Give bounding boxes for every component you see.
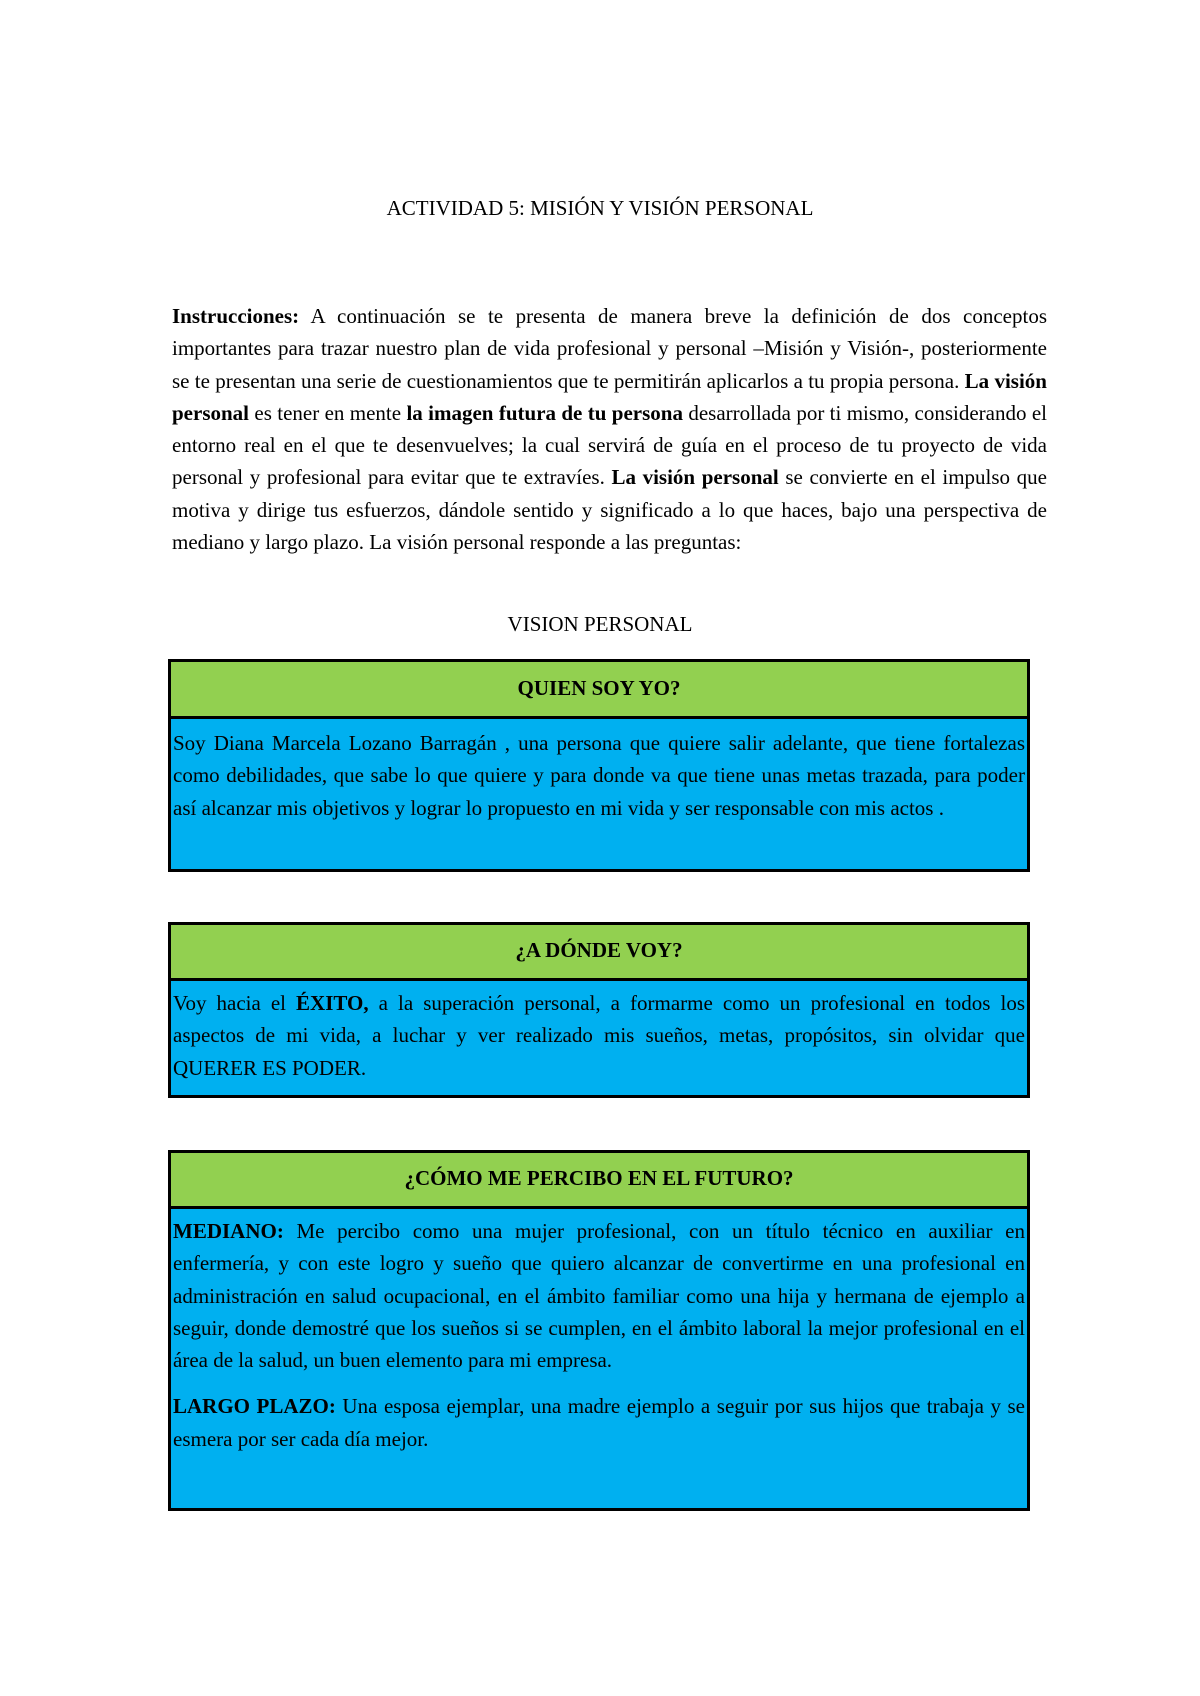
box-text-bold: ÉXITO, (296, 991, 369, 1015)
intro-text-1: A continuación se te presenta de manera breve la definición de dos conceptos importantes para trazar nuestro plan de vida profesional y personal –Misión y Visión-, posteriormente se te presentan una serie de cuestionamientos que te permitirán aplicarlos a tu propia persona. (172, 304, 1047, 393)
future-perception-box (168, 1150, 1030, 1511)
box-body-text: Soy Diana Marcela Lozano Barragán , una persona que quiere salir adelante, que tiene fortalezas como debilidades, que sabe lo que quiere y para donde va que tiene unas metas trazada, para poder así alcanzar mis objetivos y lograr lo propuesto en mi vida y ser responsable con mis actos . (173, 731, 1025, 820)
box-body (171, 719, 1027, 824)
medium-term-text: Me percibo como una mujer profesional, con un título técnico en auxiliar en enfermería, y con este logro y sueño que quiero alcanzar de convertirme en una profesional en administración en salud ocupacional, en el ámbito familiar como una hija y hermana de ejemplo a seguir, donde demostré que los sueños si se cumplen, en el ámbito laboral la mejor profesional en el área de la salud, un buen elemento para mi empresa. (173, 1219, 1025, 1373)
intro-text-4: se convierte en el impulso que motiva y dirige tus esfuerzos, dándole sentido y significado a lo que haces, bajo una perspectiva de mediano y largo plazo. La visión personal responde a las preguntas: (172, 465, 1047, 555)
long-term-text: Una esposa ejemplar, una madre ejemplo a seguir por sus hijos que trabaja y se esmera por ser cada día mejor. (173, 1394, 1025, 1451)
box-header: ¿CÓMO ME PERCIBO EN EL FUTURO? (171, 1153, 1027, 1209)
box-text-post: a la superación personal, a formarme como un profesional en todos los aspectos de mi vida, a luchar y ver realizado mis sueños, metas, propósitos, sin olvidar que QUERER ES PODER. (173, 991, 1025, 1080)
instructions-paragraph (172, 300, 1047, 558)
medium-term-paragraph (173, 1215, 1025, 1376)
box-text-pre: Voy hacia el (173, 991, 297, 1015)
intro-bold-3: La visión personal (611, 465, 779, 490)
intro-bold-2: la imagen futura de tu persona (406, 400, 683, 425)
page-title: ACTIVIDAD 5: MISIÓN Y VISIÓN PERSONAL (386, 196, 814, 220)
intro-text-2: es tener en mente (249, 400, 407, 425)
box-body-text (173, 987, 1025, 1084)
section-title: VISION PERSONAL (507, 612, 693, 636)
intro-text-3: desarrollada por ti mismo, considerando el entorno real en el que te desenvuelves; la cual servirá de guía en el proceso de tu proyecto de vida personal y profesional para evitar que te extravíes. (172, 400, 1047, 490)
box-body (171, 981, 1027, 1084)
who-am-i-box (168, 659, 1030, 872)
where-am-i-going-box (168, 922, 1030, 1098)
instructions-label: Instrucciones: (172, 304, 300, 328)
long-term-label: LARGO PLAZO: (173, 1394, 336, 1419)
intro-bold-1: La visión personal (172, 368, 1047, 425)
long-term-paragraph (173, 1390, 1025, 1455)
box-header: QUIEN SOY YO? (171, 662, 1027, 719)
medium-term-label: MEDIANO: (173, 1219, 284, 1243)
box-body (171, 1209, 1027, 1455)
box-header: ¿A DÓNDE VOY? (171, 925, 1027, 981)
